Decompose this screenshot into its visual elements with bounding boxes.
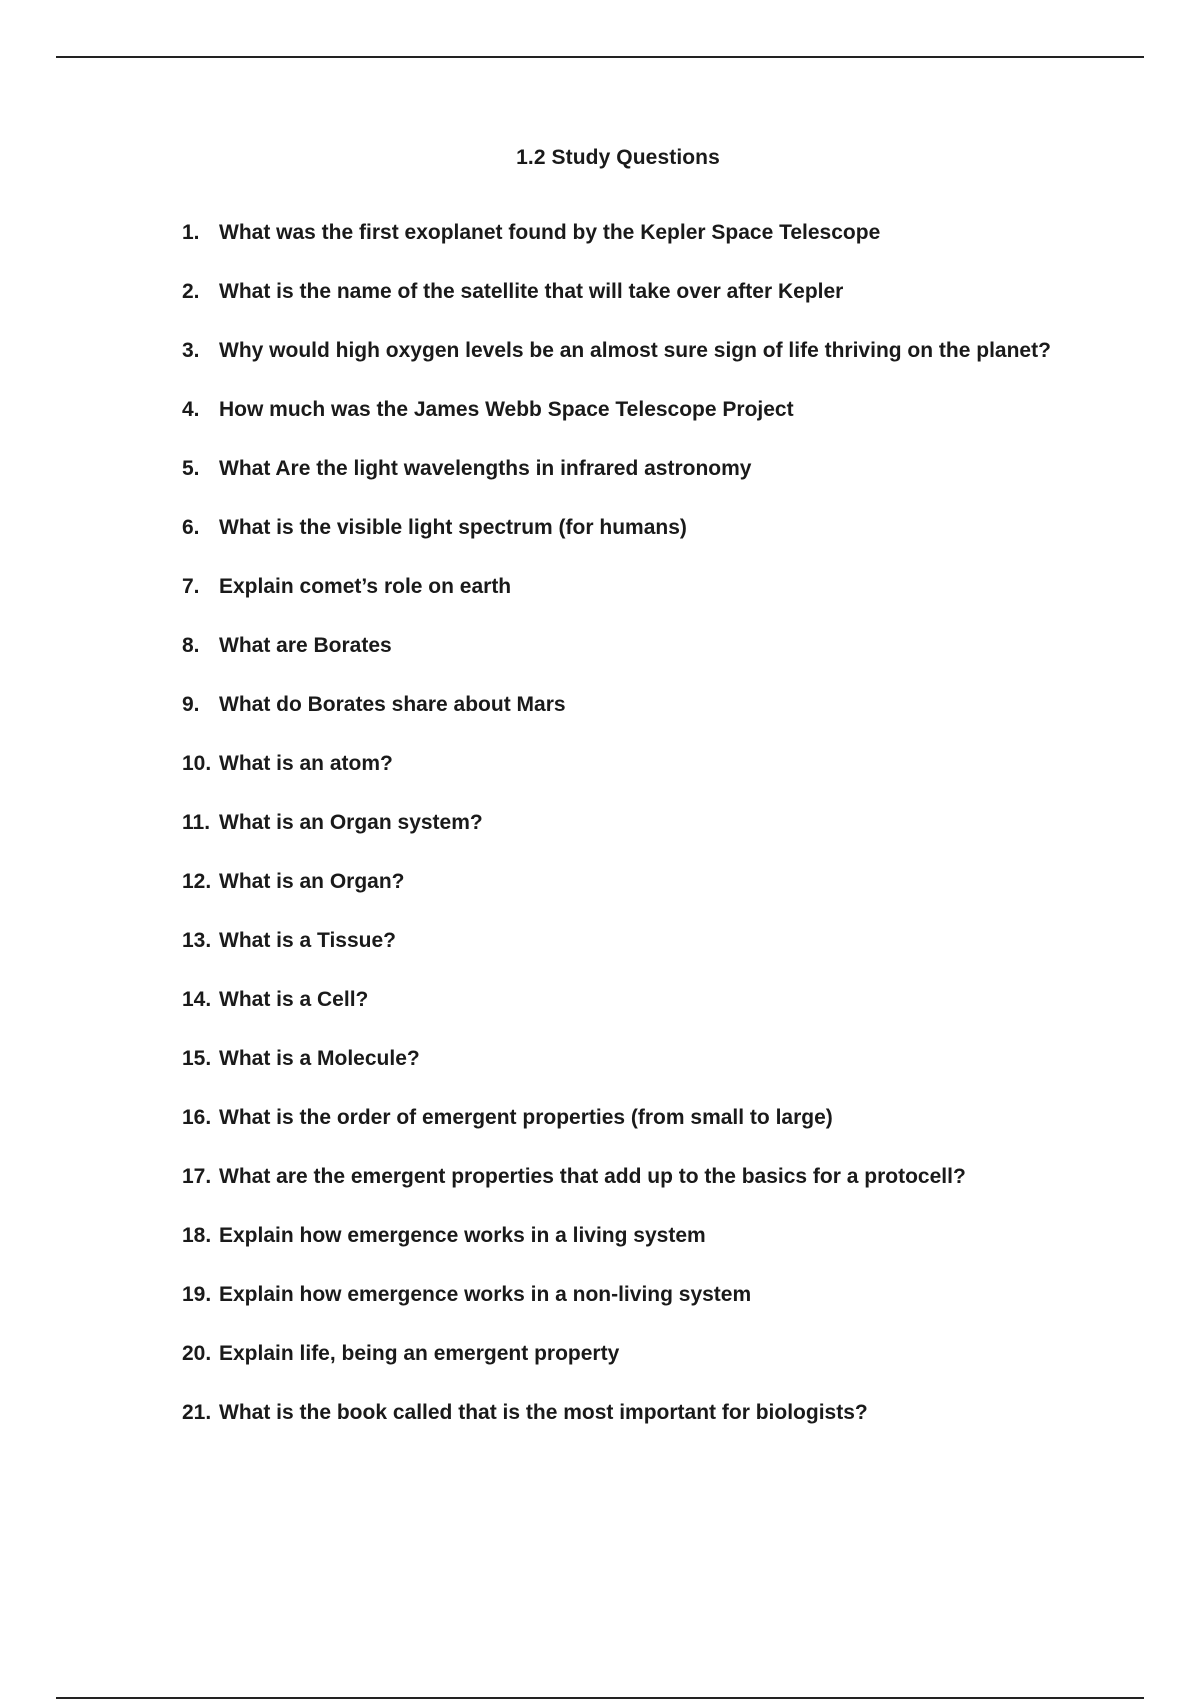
question-text: What is an Organ system?: [219, 811, 483, 834]
question-number: 2.: [182, 280, 200, 303]
question-number: 12.: [182, 870, 212, 893]
question-text: What Are the light wavelengths in infrared astronomy: [219, 457, 752, 480]
list-item: [182, 632, 1051, 691]
list-item: [182, 396, 1051, 455]
question-text: What was the first exoplanet found by the Kepler Space Telescope: [219, 221, 881, 244]
question-text: What do Borates share about Mars: [219, 693, 566, 716]
question-number: 1.: [182, 221, 200, 244]
question-text: What is the book called that is the most important for biologists?: [219, 1401, 868, 1424]
list-item: [182, 278, 1051, 337]
question-text: What are Borates: [219, 634, 392, 657]
question-text: What is the name of the satellite that will take over after Kepler: [219, 280, 844, 303]
list-item: [182, 927, 1051, 986]
bottom-rule: [56, 1697, 1144, 1699]
question-text: Explain life, being an emergent property: [219, 1342, 620, 1365]
list-item: [182, 1045, 1051, 1104]
question-number: 17.: [182, 1165, 212, 1188]
page-title: 1.2 Study Questions: [516, 146, 720, 169]
question-text: What is a Tissue?: [219, 929, 396, 952]
question-text: How much was the James Webb Space Telescope Project: [219, 398, 794, 421]
list-item: [182, 750, 1051, 809]
question-number: 3.: [182, 339, 200, 362]
list-item: [182, 573, 1051, 632]
question-number: 6.: [182, 516, 200, 539]
question-text: What are the emergent properties that add up to the basics for a protocell?: [219, 1165, 966, 1188]
question-number: 11.: [182, 811, 211, 834]
question-number: 8.: [182, 634, 200, 657]
list-item: [182, 337, 1051, 396]
question-number: 4.: [182, 398, 200, 421]
question-number: 18.: [182, 1224, 212, 1247]
question-number: 10.: [182, 752, 212, 775]
question-number: 19.: [182, 1283, 212, 1306]
question-number: 9.: [182, 693, 200, 716]
question-number: 21.: [182, 1401, 212, 1424]
list-item: [182, 1281, 1051, 1340]
question-number: 14.: [182, 988, 212, 1011]
question-text: What is a Cell?: [219, 988, 369, 1011]
question-number: 7.: [182, 575, 200, 598]
question-number: 15.: [182, 1047, 212, 1070]
question-list: [182, 219, 1051, 1458]
question-text: Explain how emergence works in a living system: [219, 1224, 706, 1247]
list-item: [182, 455, 1051, 514]
question-text: Explain comet’s role on earth: [219, 575, 512, 598]
list-item: [182, 1222, 1051, 1281]
question-text: What is an atom?: [219, 752, 393, 775]
question-text: Why would high oxygen levels be an almost sure sign of life thriving on the planet?: [219, 339, 1051, 362]
list-item: [182, 691, 1051, 750]
list-item: [182, 1104, 1051, 1163]
question-text: What is the order of emergent properties (from small to large): [219, 1106, 833, 1129]
question-text: What is a Molecule?: [219, 1047, 420, 1070]
question-number: 20.: [182, 1342, 212, 1365]
question-number: 16.: [182, 1106, 212, 1129]
top-rule: [56, 56, 1144, 58]
question-number: 13.: [182, 929, 212, 952]
question-text: Explain how emergence works in a non-living system: [219, 1283, 752, 1306]
list-item: [182, 1399, 1051, 1458]
question-number: 5.: [182, 457, 200, 480]
list-item: [182, 809, 1051, 868]
list-item: [182, 514, 1051, 573]
question-text: What is the visible light spectrum (for humans): [219, 516, 687, 539]
list-item: [182, 219, 1051, 278]
question-text: What is an Organ?: [219, 870, 405, 893]
list-item: [182, 868, 1051, 927]
list-item: [182, 986, 1051, 1045]
list-item: [182, 1340, 1051, 1399]
list-item: [182, 1163, 1051, 1222]
